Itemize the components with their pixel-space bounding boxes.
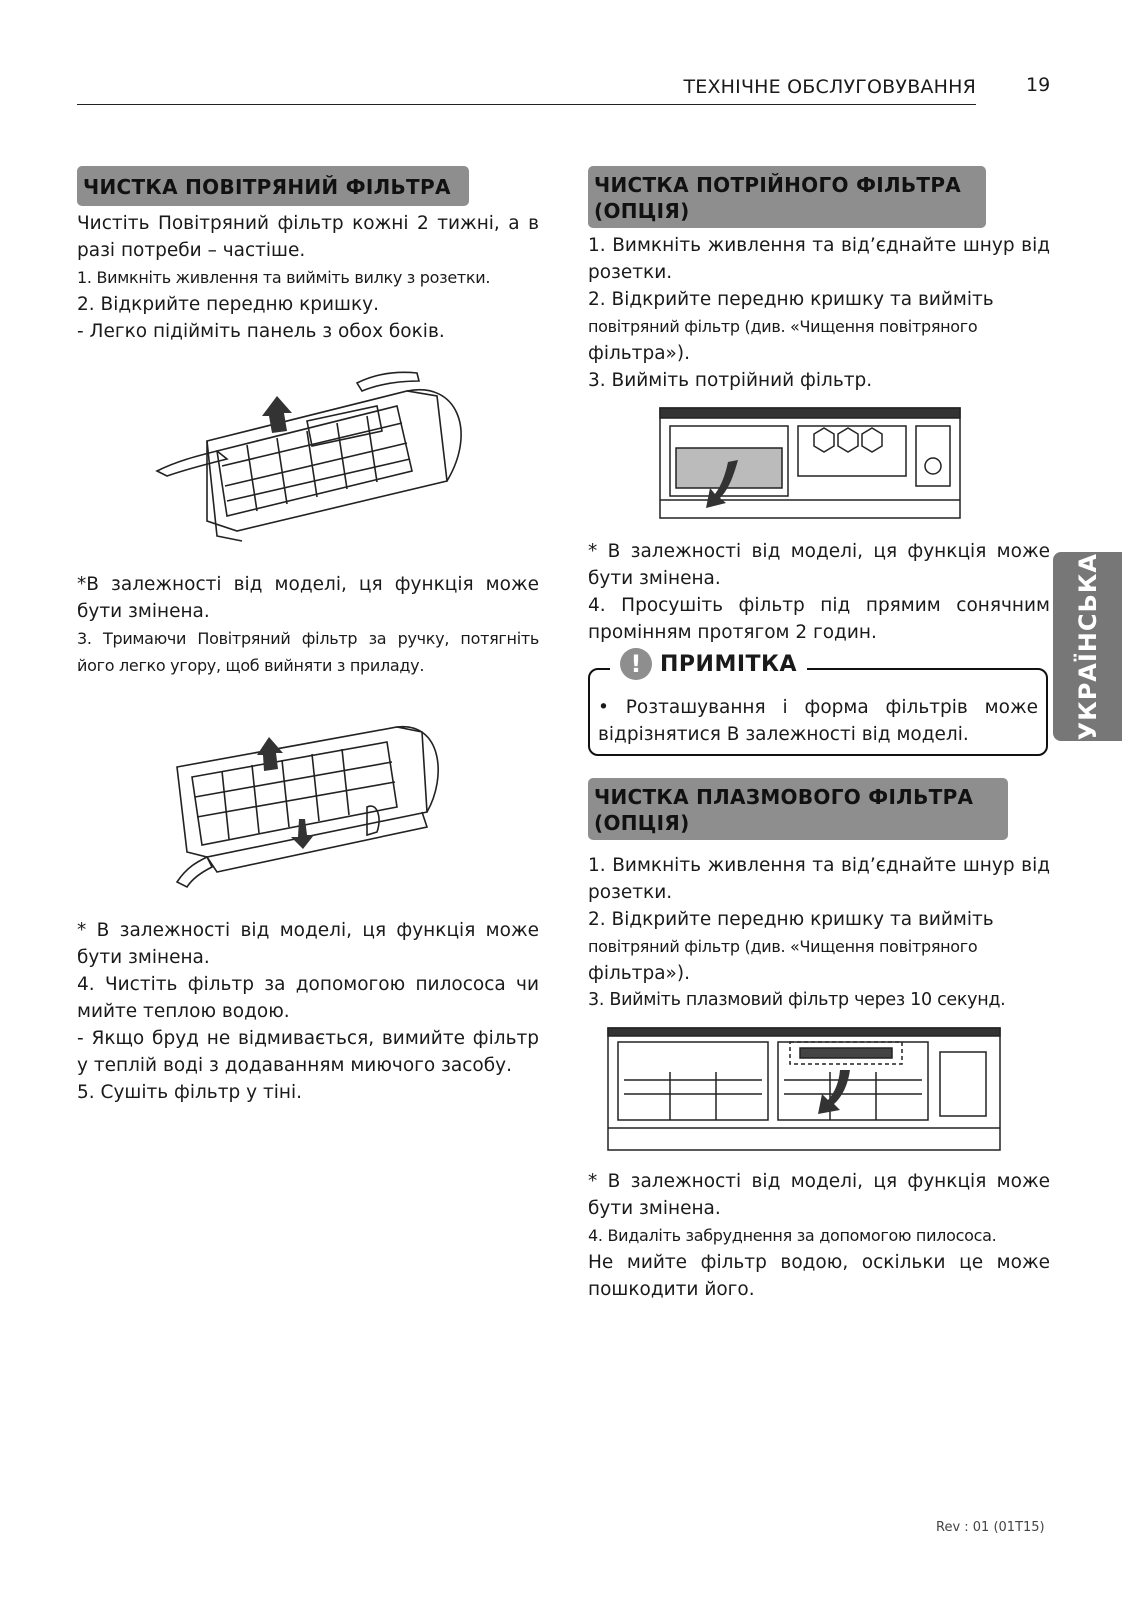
step: 4. Просушіть фільтр під прямим сонячним промінням протягом 2 годин. (588, 595, 1050, 643)
note-text: • Розташування і форма фільтрів може відрізнятися В залежності від моделі. (598, 697, 1038, 745)
step: 1. Вимкніть живлення та від’єднайте шнур від розетки. (588, 235, 1050, 283)
language-side-tab (1053, 552, 1122, 741)
revision-label: Rev : 01 (01T15) (936, 1520, 1045, 1535)
step: - Легко підійміть панель з обох боків. (77, 321, 445, 342)
step: - Якщо бруд не відмивається, вимийте фільтр у теплій воді з додаванням миючого засобу. (77, 1028, 539, 1076)
paragraph: Чистіть Повітряний фільтр кожні 2 тижні, а в разі потреби – частіше. (77, 213, 539, 261)
note-box (588, 650, 1048, 756)
step: фільтра»). (588, 343, 690, 364)
note-title: ПРИМІТКА (660, 651, 798, 677)
step: 3. Вийміть потрійний фільтр. (588, 370, 873, 391)
note: * В залежності від моделі, ця функція може бути змінена. (588, 1171, 1050, 1219)
illustration-triple-filter (588, 400, 1050, 528)
step: 2. Відкрийте передню кришку та вийміть (588, 289, 994, 310)
step: повітряний фільтр (див. «Чищення повітряного (588, 317, 978, 336)
section-heading-triple-filter: ЧИСТКА ПОТРІЙНОГО ФІЛЬТРА (ОПЦІЯ) (588, 166, 986, 228)
step: 4. Видаліть забруднення за допомогою пилососа. (588, 1226, 997, 1245)
right-column (588, 166, 1050, 1303)
illustration-remove-air-filter (77, 707, 539, 917)
step: 2. Відкрийте передню кришку. (77, 294, 379, 315)
note: * В залежності від моделі, ця функція може бути змінена. (77, 920, 539, 968)
language-label: УКРАЇНСЬКА (1073, 552, 1102, 741)
note: *В залежності від моделі, ця функція може бути змінена. (77, 574, 539, 622)
illustration-plasma-filter (588, 1022, 1050, 1156)
step: 5. Сушіть фільтр у тіні. (77, 1082, 302, 1103)
step: 1. Вимкніть живлення та вийміть вилку з розетки. (77, 268, 491, 287)
page-number: 19 (1026, 74, 1051, 96)
step: 3. Тримаючи Повітряний фільтр за ручку, потягніть його легко угору, щоб вийняти з приладу. (77, 629, 539, 675)
note: * В залежності від моделі, ця функція може бути змінена. (588, 541, 1050, 589)
illustration-open-front-cover (77, 361, 539, 571)
exclamation-icon: ! (620, 648, 652, 680)
step: фільтра»). (588, 963, 690, 984)
step: 1. Вимкніть живлення та від’єднайте шнур від розетки. (588, 855, 1050, 903)
step: Не мийте фільтр водою, оскільки це може пошкодити його. (588, 1252, 1050, 1300)
step: повітряний фільтр (див. «Чищення повітряного (588, 937, 978, 956)
header-title: ТЕХНІЧНЕ ОБСЛУГОВУВАННЯ (683, 76, 976, 98)
step: 2. Відкрийте передню кришку та вийміть (588, 909, 994, 930)
left-column (77, 166, 539, 1106)
note-legend (610, 648, 807, 680)
step: 3. Вийміть плазмовий фільтр через 10 секунд. (588, 990, 1006, 1010)
header-rule (77, 104, 976, 105)
step: 4. Чистіть фільтр за допомогою пилососа чи мийте теплою водою. (77, 974, 539, 1022)
section-heading-air-filter: ЧИСТКА ПОВІТРЯНИЙ ФІЛЬТРА (77, 166, 469, 206)
section-heading-plasma-filter: ЧИСТКА ПЛАЗМОВОГО ФІЛЬТРА (ОПЦІЯ) (588, 778, 1008, 840)
